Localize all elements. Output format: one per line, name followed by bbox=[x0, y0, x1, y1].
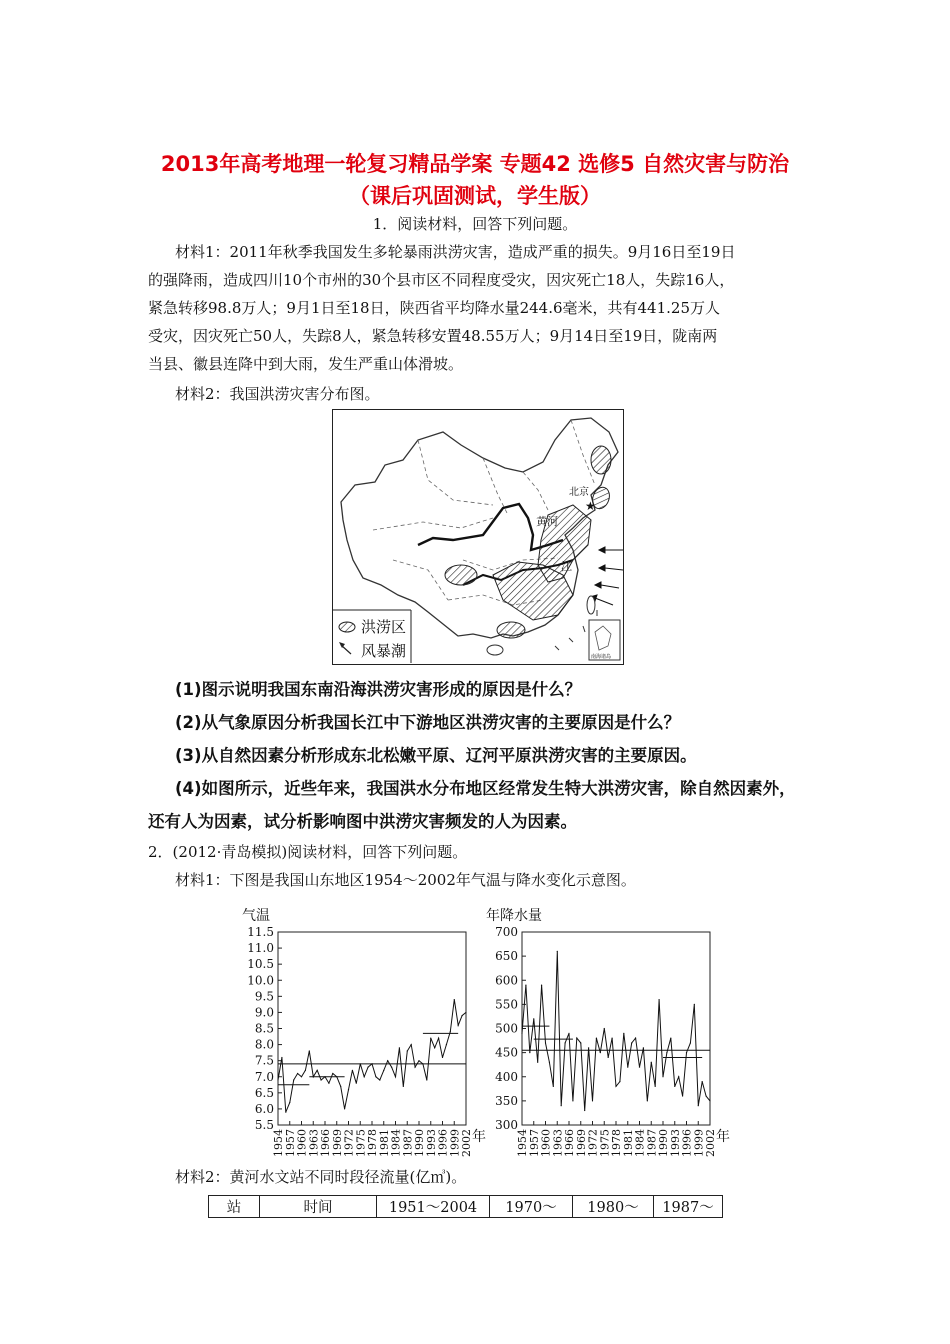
x-tick-label: 1984 bbox=[633, 1129, 647, 1157]
runoff-table bbox=[208, 1195, 723, 1218]
data-point bbox=[465, 1012, 466, 1013]
y-tick-label: 9.0 bbox=[254, 1005, 274, 1020]
data-point bbox=[461, 1015, 462, 1016]
data-point bbox=[705, 1095, 706, 1096]
x-tick-label: 1993 bbox=[424, 1129, 438, 1157]
data-point bbox=[662, 1076, 663, 1077]
x-tick-label: 1969 bbox=[574, 1129, 588, 1157]
x-tick-label: 1966 bbox=[319, 1129, 332, 1157]
x-tick-label: 1993 bbox=[668, 1129, 682, 1157]
y-tick-label: 10.5 bbox=[247, 957, 274, 972]
data-point bbox=[655, 1086, 656, 1087]
series-line bbox=[278, 1000, 466, 1113]
data-point bbox=[356, 1083, 357, 1084]
data-point bbox=[430, 1038, 431, 1039]
data-point bbox=[568, 1033, 569, 1034]
x-tick-label: 1987 bbox=[645, 1129, 659, 1157]
data-point bbox=[293, 1079, 294, 1080]
x-axis-label: 年 bbox=[716, 1129, 730, 1145]
data-point bbox=[537, 1062, 538, 1063]
data-point bbox=[277, 1079, 278, 1080]
y-tick-label: 550 bbox=[495, 997, 518, 1012]
y-tick-label: 7.0 bbox=[254, 1069, 274, 1084]
data-point bbox=[320, 1079, 321, 1080]
y-tick-label: 11.5 bbox=[247, 925, 274, 939]
data-point bbox=[371, 1063, 372, 1064]
data-point bbox=[600, 1052, 601, 1053]
data-point bbox=[407, 1050, 408, 1051]
y-tick-label: 11.0 bbox=[247, 941, 274, 956]
document-title-line2: （课后巩固测试，学生版） bbox=[349, 184, 601, 208]
x-tick-label: 1981 bbox=[621, 1129, 635, 1157]
table-header-cell: 站 bbox=[209, 1196, 260, 1218]
q1-question-4: (4)如图所示，近些年来，我国洪水分布地区经常发生特大洪涝灾害，除自然因素外， bbox=[175, 779, 796, 798]
x-tick-label: 1999 bbox=[448, 1129, 462, 1157]
q2-material2: 材料2：黄河水文站不同时段径流量(亿㎥)。 bbox=[175, 1168, 467, 1186]
data-point bbox=[564, 1042, 565, 1043]
q1-material1-line: 当县、徽县连降中到大雨，发生严重山体滑坡。 bbox=[148, 355, 464, 373]
y-tick-label: 300 bbox=[495, 1118, 518, 1132]
data-point bbox=[702, 1081, 703, 1082]
y-tick-label: 500 bbox=[495, 1021, 518, 1036]
x-tick-label: 1963 bbox=[307, 1129, 321, 1157]
temperature-chart bbox=[228, 896, 486, 1157]
y-tick-label: 700 bbox=[495, 925, 518, 939]
data-point bbox=[533, 1018, 534, 1019]
data-point bbox=[553, 1086, 554, 1087]
data-point bbox=[344, 1108, 345, 1109]
data-point bbox=[686, 1052, 687, 1053]
legend-flood-label: 洪涝区 bbox=[361, 618, 407, 636]
data-point bbox=[592, 1100, 593, 1101]
x-tick-label: 1999 bbox=[692, 1129, 706, 1157]
data-point bbox=[301, 1076, 302, 1077]
x-tick-label: 1987 bbox=[401, 1129, 415, 1157]
data-point bbox=[367, 1067, 368, 1068]
table-header-cell: 1951～2004 bbox=[377, 1196, 490, 1218]
q2-material1: 材料1：下图是我国山东地区1954～2002年气温与降水变化示意图。 bbox=[175, 871, 636, 889]
q1-material1-line: 受灾，因灾死亡50人，失踪8人，紧急转移安置48.55万人；9月14日至19日，陇南两 bbox=[148, 327, 718, 345]
beijing-label: 北京 bbox=[569, 487, 589, 498]
data-point bbox=[525, 984, 526, 985]
inset-label: 南海诸岛 bbox=[591, 654, 612, 660]
data-point bbox=[313, 1076, 314, 1077]
data-point bbox=[584, 1110, 585, 1111]
data-point bbox=[285, 1112, 286, 1113]
table-header-cell: 时间 bbox=[260, 1196, 377, 1218]
data-point bbox=[549, 1062, 550, 1063]
x-tick-label: 1960 bbox=[539, 1129, 553, 1157]
x-tick-label: 1990 bbox=[413, 1129, 426, 1157]
table-header-row bbox=[209, 1196, 723, 1218]
y-tick-label: 9.5 bbox=[254, 989, 274, 1004]
table-header-cell: 1987～ bbox=[654, 1196, 723, 1218]
data-point bbox=[529, 1052, 530, 1053]
data-point bbox=[643, 1047, 644, 1048]
x-tick-label: 1954 bbox=[516, 1129, 529, 1157]
data-point bbox=[383, 1070, 384, 1071]
data-point bbox=[375, 1076, 376, 1077]
data-point bbox=[317, 1070, 318, 1071]
y-tick-label: 8.5 bbox=[254, 1021, 274, 1036]
y-tick-label: 6.5 bbox=[254, 1085, 274, 1100]
data-point bbox=[411, 1044, 412, 1045]
data-point bbox=[666, 1052, 667, 1053]
data-point bbox=[360, 1063, 361, 1064]
flood-distribution-map bbox=[332, 409, 624, 665]
data-point bbox=[678, 1076, 679, 1077]
data-point bbox=[289, 1102, 290, 1103]
q1-material1-line: 材料1：2011年秋季我国发生多轮暴雨洪涝灾害，造成严重的损失。9月16日至19日 bbox=[175, 243, 736, 261]
data-point bbox=[395, 1076, 396, 1077]
y-tick-label: 7.5 bbox=[254, 1053, 274, 1068]
data-point bbox=[336, 1076, 337, 1077]
data-point bbox=[608, 1057, 609, 1058]
q1-question-4-cont: 还有人为因素，试分析影响图中洪涝灾害频发的人为因素。 bbox=[148, 812, 577, 831]
data-point bbox=[364, 1076, 365, 1077]
document-title-line1: 2013年高考地理一轮复习精品学案 专题42 选修5 自然灾害与防治 bbox=[160, 152, 790, 176]
q1-question-1: (1)图示说明我国东南沿海洪涝灾害形成的原因是什么？ bbox=[175, 680, 582, 699]
x-tick-label: 1990 bbox=[657, 1129, 670, 1157]
map-legend bbox=[333, 610, 411, 663]
x-tick-label: 1984 bbox=[389, 1129, 403, 1157]
data-point bbox=[576, 1038, 577, 1039]
x-tick-label: 2002 bbox=[460, 1129, 473, 1157]
x-tick-label: 1975 bbox=[598, 1129, 612, 1157]
data-point bbox=[623, 1033, 624, 1034]
table-header-cell: 1970～ bbox=[490, 1196, 573, 1218]
data-point bbox=[635, 1038, 636, 1039]
q1-material1-line: 紧急转移98.8万人；9月1日至18日，陕西省平均降水量244.6毫米，共有441.25万人 bbox=[148, 299, 721, 317]
data-point bbox=[434, 1047, 435, 1048]
y-tick-label: 6.0 bbox=[254, 1101, 274, 1116]
data-point bbox=[309, 1050, 310, 1051]
q1-question-3: (3)从自然因素分析形成东北松嫩平原、辽河平原洪涝灾害的主要原因。 bbox=[175, 746, 697, 765]
data-point bbox=[580, 1042, 581, 1043]
data-point bbox=[324, 1076, 325, 1077]
data-point bbox=[399, 1047, 400, 1048]
x-tick-label: 1972 bbox=[342, 1129, 356, 1157]
q1-intro: 1．阅读材料，回答下列问题。 bbox=[372, 215, 578, 233]
x-tick-label: 2002 bbox=[704, 1129, 717, 1157]
y-tick-label: 600 bbox=[495, 973, 518, 988]
data-point bbox=[328, 1083, 329, 1084]
data-point bbox=[561, 1105, 562, 1106]
x-tick-label: 1978 bbox=[366, 1129, 379, 1157]
data-point bbox=[690, 1042, 691, 1043]
data-point bbox=[454, 999, 455, 1000]
x-tick-label: 1996 bbox=[436, 1129, 450, 1157]
data-point bbox=[426, 1079, 427, 1080]
data-point bbox=[709, 1100, 710, 1101]
x-tick-label: 1996 bbox=[680, 1129, 694, 1157]
x-tick-label: 1954 bbox=[272, 1129, 285, 1157]
data-point bbox=[670, 1038, 671, 1039]
data-point bbox=[658, 999, 659, 1000]
data-point bbox=[631, 1042, 632, 1043]
q2-intro: 2．(2012·青岛模拟)阅读材料，回答下列问题。 bbox=[148, 843, 468, 861]
x-tick-label: 1966 bbox=[563, 1129, 576, 1157]
taiwan bbox=[587, 596, 595, 614]
data-point bbox=[604, 1028, 605, 1029]
x-axis-label: 年 bbox=[472, 1129, 486, 1145]
data-point bbox=[639, 1067, 640, 1068]
data-point bbox=[588, 1047, 589, 1048]
x-tick-label: 1957 bbox=[283, 1129, 297, 1157]
q1-material1-line: 的强降雨，造成四川10个市州的30个县市区不同程度受灾，因灾死亡18人，失踪16人， bbox=[148, 271, 735, 289]
data-point bbox=[438, 1038, 439, 1039]
legend-flood-symbol bbox=[339, 622, 355, 632]
chart-title: 气温 bbox=[242, 908, 270, 924]
data-point bbox=[446, 1044, 447, 1045]
data-point bbox=[352, 1070, 353, 1071]
data-point bbox=[572, 1100, 573, 1101]
data-point bbox=[521, 1033, 522, 1034]
data-point bbox=[458, 1025, 459, 1026]
data-point bbox=[545, 1042, 546, 1043]
data-point bbox=[698, 1105, 699, 1106]
jiang-label: 江 bbox=[561, 560, 572, 573]
data-point bbox=[674, 1086, 675, 1087]
data-point bbox=[596, 1038, 597, 1039]
data-point bbox=[332, 1073, 333, 1074]
q1-material2: 材料2：我国洪涝灾害分布图。 bbox=[175, 385, 380, 403]
table-header-cell: 1980～ bbox=[573, 1196, 654, 1218]
y-tick-label: 350 bbox=[495, 1093, 518, 1108]
data-point bbox=[391, 1067, 392, 1068]
plot-frame bbox=[522, 932, 710, 1125]
y-tick-label: 400 bbox=[495, 1069, 518, 1084]
china-map-graphic bbox=[333, 410, 622, 663]
huanghe-label: 黄河 bbox=[536, 515, 558, 528]
chart-title: 年降水量 bbox=[486, 908, 542, 924]
data-point bbox=[422, 1063, 423, 1064]
legend-storm-label: 风暴潮 bbox=[361, 642, 407, 660]
data-point bbox=[615, 1086, 616, 1087]
data-point bbox=[297, 1073, 298, 1074]
x-tick-label: 1969 bbox=[330, 1129, 344, 1157]
data-point bbox=[619, 1081, 620, 1082]
data-point bbox=[305, 1070, 306, 1071]
data-point bbox=[651, 1062, 652, 1063]
plot-frame bbox=[278, 932, 466, 1125]
data-point bbox=[418, 1060, 419, 1061]
storm-surge-arrows bbox=[590, 547, 623, 605]
y-tick-label: 8.0 bbox=[254, 1037, 274, 1052]
data-point bbox=[627, 1067, 628, 1068]
hainan bbox=[487, 645, 503, 655]
q1-question-2: (2)从气象原因分析我国长江中下游地区洪涝灾害的主要原因是什么？ bbox=[175, 713, 681, 732]
x-tick-label: 1957 bbox=[527, 1129, 541, 1157]
data-point bbox=[414, 1067, 415, 1068]
x-tick-label: 1975 bbox=[354, 1129, 368, 1157]
data-point bbox=[611, 1038, 612, 1039]
x-tick-label: 1963 bbox=[551, 1129, 565, 1157]
data-point bbox=[682, 1095, 683, 1096]
x-tick-label: 1960 bbox=[295, 1129, 309, 1157]
x-tick-label: 1978 bbox=[610, 1129, 623, 1157]
data-point bbox=[340, 1086, 341, 1087]
data-point bbox=[694, 1004, 695, 1005]
data-point bbox=[403, 1086, 404, 1087]
x-tick-label: 1972 bbox=[586, 1129, 600, 1157]
data-point bbox=[379, 1079, 380, 1080]
data-point bbox=[281, 1057, 282, 1058]
data-point bbox=[442, 1057, 443, 1058]
data-point bbox=[541, 984, 542, 985]
y-tick-label: 5.5 bbox=[254, 1118, 274, 1132]
precipitation-chart bbox=[486, 896, 746, 1156]
y-tick-label: 10.0 bbox=[247, 973, 274, 988]
data-point bbox=[647, 1100, 648, 1101]
y-tick-label: 650 bbox=[495, 949, 518, 964]
y-tick-label: 450 bbox=[495, 1045, 518, 1060]
data-point bbox=[557, 951, 558, 952]
beijing-star-icon: ★ bbox=[585, 499, 596, 513]
data-point bbox=[348, 1089, 349, 1090]
data-point bbox=[450, 1031, 451, 1032]
data-point bbox=[387, 1060, 388, 1061]
x-tick-label: 1981 bbox=[377, 1129, 391, 1157]
